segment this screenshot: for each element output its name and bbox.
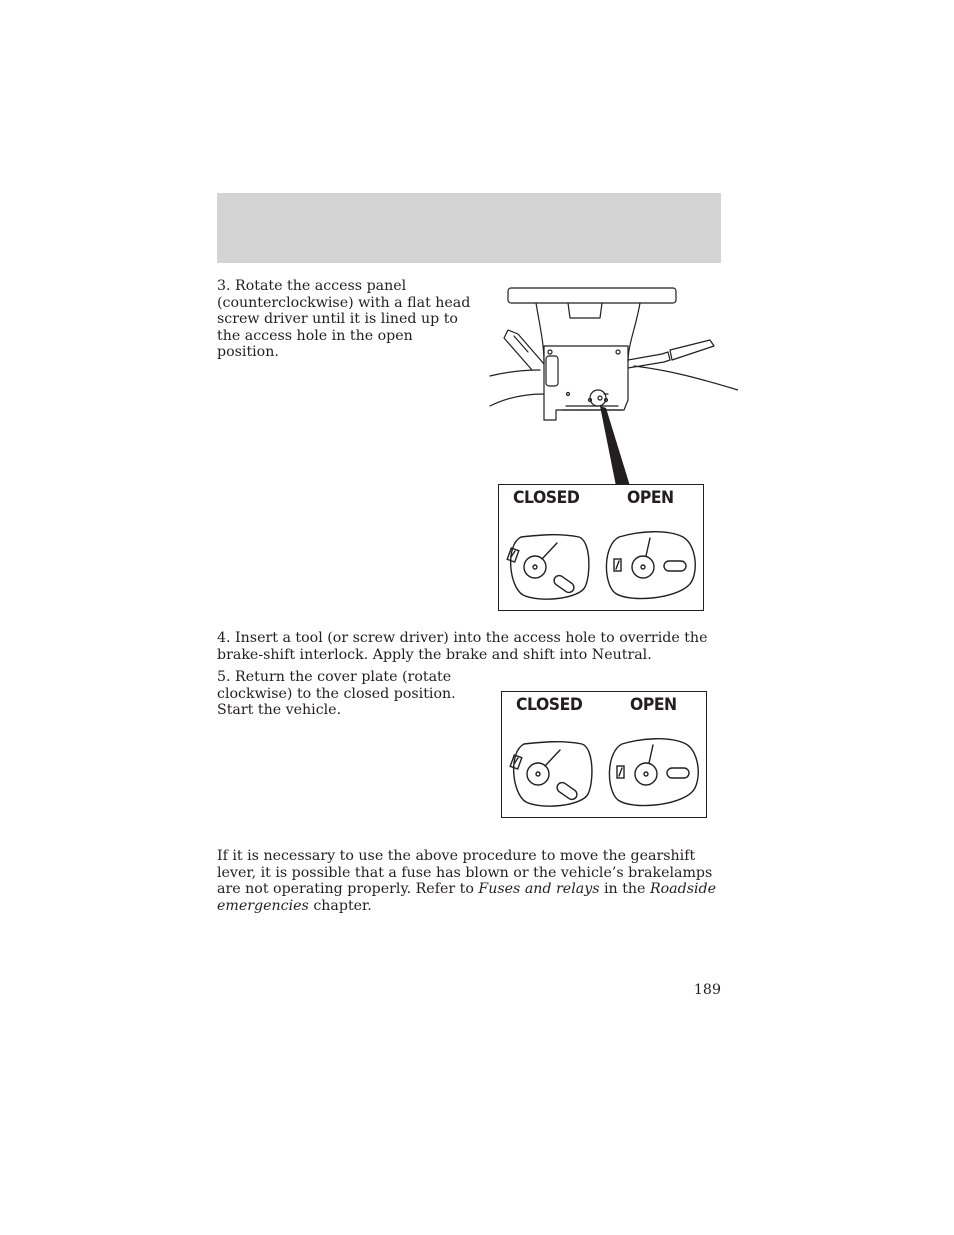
step-4-text: 4. Insert a tool (or screw driver) into the access hole to override the brake-shift interlock. Apply the brake and shift into Neutral.: [217, 630, 708, 663]
note-text-1: If it is necessary to use the above procedure to move the gearshift lever, it is possible that a fuse has blown or the vehicle’s brakelamps are not operating properly. Refer to: [217, 848, 713, 897]
note-paragraph: [217, 848, 721, 914]
note-text-3: chapter.: [308, 897, 372, 914]
dial-diagram: [502, 692, 706, 817]
closed-open-figure-2: [501, 691, 707, 818]
closed-label: CLOSED: [516, 695, 583, 715]
note-text-2: in the: [599, 881, 650, 897]
open-label: OPEN: [630, 695, 677, 715]
closed-open-figure-1: [498, 484, 704, 611]
dial-diagram: [499, 485, 703, 610]
step-3-text: 3. Rotate the access panel (counterclockwise) with a flat head screw driver until it is lined up to the access hole in the open position.: [217, 278, 471, 360]
steering-column-illustration: [488, 282, 738, 490]
fuses-and-relays-reference: Fuses and relays: [478, 881, 600, 897]
page-number: 189: [693, 982, 721, 998]
roadside-emergencies-reference: Roadside emergencies: [217, 881, 717, 914]
chapter-header-band: [217, 193, 721, 263]
open-label: OPEN: [627, 488, 674, 508]
step-5-text: 5. Return the cover plate (rotate clockwise) to the closed position. Start the vehicle.: [217, 669, 456, 718]
closed-label: CLOSED: [513, 488, 580, 508]
